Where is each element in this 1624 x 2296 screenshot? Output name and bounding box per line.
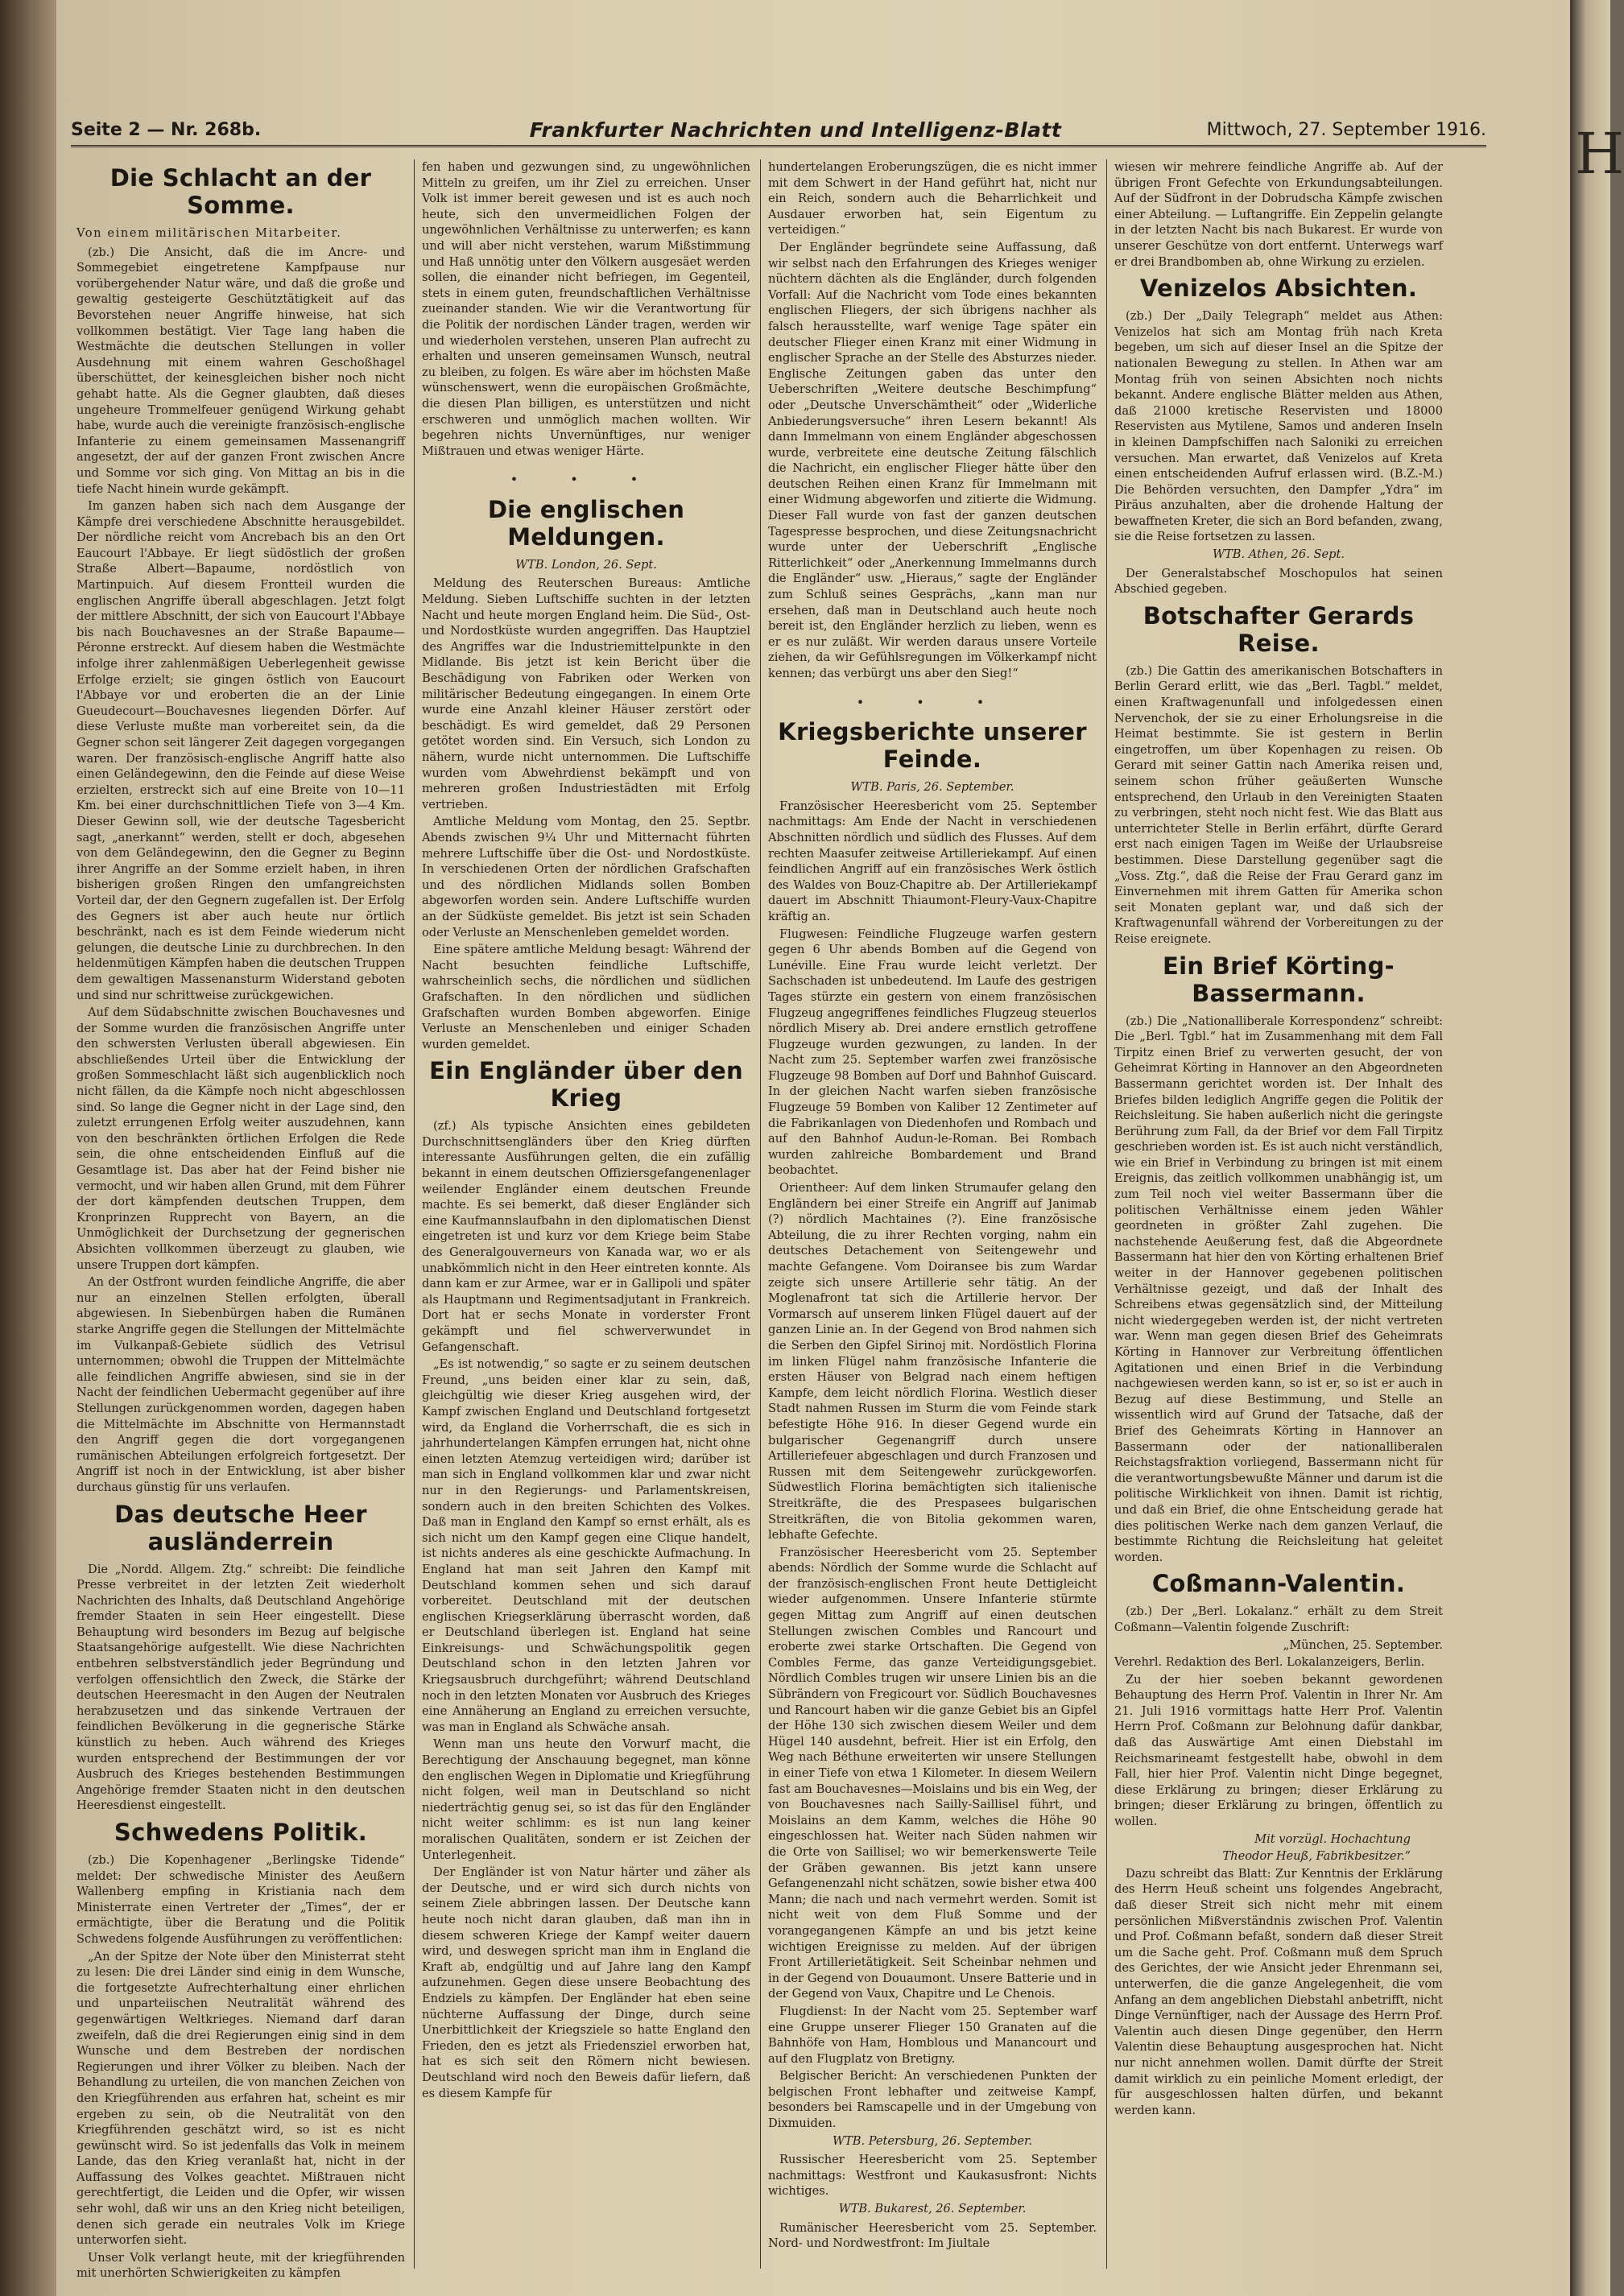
article-title-venizelos: Venizelos Absichten. [1139, 275, 1418, 303]
paragraph: (zb.) Die Gattin des amerikanischen Botschafters in Berlin Gerard erlitt, wie das „Berl. Tagbl.“ meldet, einen Kraftwagenunfall und infolgedessen einen Nervenchok, der sie zu einer Erholungsreise in die Heimat bestimmte. Sie ist gestern in Berlin eingetroffen, um über Kopenhagen zu reisen. Ob Gerard mit seiner Gattin nach Amerika reisen und, seinem schon früher geäußerten Wunsche entsprechend, den Urlaub in den Vereinigten Staaten zu verbringen, steht noch nicht fest. Wie das Blatt aus unterrichteter Stelle in Berlin erfährt, dürfte Gerard erst nach einigen Tagen im Weiße der Urlaubsreise bestimmen. Diese Darstellung gegenüber sagt die „Voss. Ztg.“, daß die Reise der Frau Gerard ganz im Einvernehmen mit ihrem Gatten für Amerika schon seit Monaten geplant war, und daß sich der Kraftwagenunfall während der Vorbereitungen zu der Reise ereignete. [1114, 663, 1443, 946]
paragraph: Auf dem Südabschnitte zwischen Bouchavesnes und der Somme wurden die französischen Angriffe unter den schwersten Verlusten überall abgewiesen. Ein abschließendes Urteil über die Entwicklung der großen Sommeschlacht läßt sich augenblicklich noch nicht fällen, da die Kämpfe noch nicht abgeschlossen sind. So lange die Gegner nicht in der Lage sind, den zuletzt errungenen Erfolg weiter auszudehnen, kann von den beschränkten örtlichen Erfolgen die Rede sein, die ohne entscheidenden Einfluß auf die Gesamtlage ist. Das aber hat der Feind bisher nie vermocht, und wir haben allen Grund, mit dem Führer der dort kämpfenden deutschen Truppen, dem Kronprinzen Rupprecht von Bayern, an die Unmöglichkeit der Durchsetzung der gegnerischen Absichten vollkommen überzeugt zu glauben, wie unsere Truppen dort kämpfen. [76, 1006, 405, 1272]
paragraph: Eine spätere amtliche Meldung besagt: Während der Nacht besuchten feindliche Luftschiffe, wahrscheinlich sechs, die nördlichen und südlichen Grafschaften. In den nördlichen und südlichen Grafschaften wurden Bomben abgeworfen. Einige Verluste an Menschenleben und einiger Schaden wurden gemeldet. [422, 943, 750, 1051]
paragraph: Rumänischer Heeresbericht vom 25. September. Nord- und Nordwestfront: Im Jiultale [768, 2220, 1097, 2251]
newspaper-title: Frankfurter Nachrichten und Intelligenz-Blatt [529, 118, 1062, 142]
page-number: Seite 2 — Nr. 268b. [71, 120, 262, 140]
paragraph: Im ganzen haben sich nach dem Ausgange der Kämpfe drei verschiedene Abschnitte herausgebildet. Der nördliche reicht vom Ancrebach bis an den Ort Eaucourt l'Abbaye. Er liegt südöstlich der großen Straße Albert—Bapaume, nordöstlich von Martinpuich. Auf diesem Frontteil wurden die englischen Angriffe überall abgeschlagen. Jetzt folgt der mittlere Abschnitt, der sich von Eaucourt l'Abbaye bis nach Bouchavesnes an der Straße Bapaume—Péronne erstreckt. Auf diesem haben die Westmächte infolge ihrer zahlenmäßigen Ueberlegenheit gewisse Erfolge erzielt; sie gingen östlich von Eaucourt l'Abbaye vor und eroberten die an der Linie Gueudecourt—Bouchavesnes liegenden Dörfer. Auf diese Verluste mußte man vorbereitet sein, da die Gegner schon seit längerer Zeit dagegen vorgegangen waren. Der französisch-englische Angriff hatte also einen Geländegewinn, den die Feinde auf diese Weise erzielten, erstreckt sich auf eine Breite von 10—11 Km. bei einer durchschnittlichen Tiefe von 3—4 Km. Dieser Gewinn soll, wie der deutsche Tagesbericht sagt, „anerkannt“ werden, stellt er doch, abgesehen von dem Geländegewinn, den die Gegner zu Beginn ihrer Angriffe an der Somme erzielt haben, in ihren bisherigen großen Ringen den umfangreichsten Vorteil dar, der den Gegnern zugefallen ist. Der Erfolg des Gegners ist aber auch heute nur örtlich beschränkt, nach es ist dem Feinde wiederum nicht gelungen, die deutsche Linie zu durchbrechen. In den heldenmütigen Kämpfen haben die deutschen Truppen dem gewaltigen Massenansturm Widerstand geboten und sind nur schrittweise zurückgewichen. [76, 499, 405, 1002]
article-title-kriegsberichte: Kriegsberichte unserer Feinde. [778, 718, 1087, 774]
paragraph: Zu der hier soeben bekannt gewordenen Behauptung des Herrn Prof. Valentin in Ihrer Nr. Am 21. Juli 1916 vormittags hatte Herr Prof. Valentin Herrn Prof. Coßmann zur Belohnung dafür dankbar, daß das Auswärtige Amt einen Diebstahl im Reichsmarineamt festgestellt habe, obwohl in dem Fall, hier hier Prof. Valentin nicht Dinge begegnet, diese Erklärung zu bringen; dieser Erklärung zu bringen; dieser Erklärung zu bringen, öffentlich zu wollen. [1114, 1672, 1443, 1829]
article-title-englische-meldungen: Die englischen Meldungen. [487, 495, 685, 551]
column-2 [422, 159, 750, 2275]
paragraph: (zb.) Die Ansicht, daß die im Ancre- und Sommegebiet eingetretene Kampfpause nur vorübergehender Natur wäre, und daß die große und gewaltig gesteigerte Geschütztätigkeit auf das Bevorstehen neuer Angriffe hinweise, hat sich vollkommen bestätigt. Vier Tage lang haben die Westmächte die deutschen Stellungen in voller Ausdehnung mit einem wahren Geschoßhagel überschüttet, der keinesgleichen bisher noch nicht gehabt hatte. Als die Gegner glaubten, daß dieses ungeheure Trommelfeuer genügend Wirkung gehabt habe, wurde auch die vereinigte französisch-englische Infanterie zu einem gemeinsamen Massenangriff angesetzt, der auf der ganzen Front zwischen Ancre und Somme vor sich ging. Von Mittag an bis in die tiefe Nacht hinein wurde gekämpft. [76, 245, 405, 496]
paragraph: (zb.) Die „Nationalliberale Korrespondenz“ schreibt: Die „Berl. Tgbl.“ hat im Zusammenhang mit dem Fall Tirpitz einen Brief zu verwerten gesucht, der von Geheimrat Körting in Hannover an den Abgeordneten Bassermann gerichtet worden ist. Der Inhalt des Briefes bilden lediglich Angriffe gegen die Politik der Reichsleitung. Sie haben außerlich nicht die geringste Berührung zum Fall, da der Brief vor dem Fall Tirpitz geschrieben worden ist. Es ist auch nicht verständlich, wie ein Brief in Verbindung zu bringen ist mit einem Ereignis, das zeitlich vollkommen unabhängig ist, um zum Teil noch viel weiter Bassermann über die politischen Verhältnisse einem jeden Wähler geordneten in größter Zahl zugehen. Die nachstehende Aeußerung fest, daß die Abgeordnete Bassermann hat hier den von Körting erhaltenen Brief weiter in der Hannover gegebenen politischen Verhältnisse gezeigt, und daß der Inhalt des Schreibens etwas gegensätzlich sind, der Mitteilung nicht wiedergegeben werden ist, der nicht vertreten war. Wenn man gegen diesen Brief des Geheimrats Körting in Hannover zur Verbreitung öffentlichen Agitationen und einen Brief in die Verbindung nachgewiesen werden kann, so ist er, so ist er auch in Bezug auf diese Bestimmung, und Stelle an wissentlich wird auf Grund der Tatsache, daß der Brief des Geheimrats Körting in Hannover an Bassermann oder der nationalliberalen Reichstagsfraktion vorliegend, Bassermann nicht für die verantwortungsbewußte Männer und darum ist die politische Wirklichkeit von ihnen. Damit ist richtig, und daß ein Brief, die ohne Entscheidung gerade hat dies politischen Werke nach dem ganzen Verlauf, die bestimmte Richtung die Reichsleitung hat geleitet worden. [1114, 1014, 1443, 1564]
letter-signature: Theodor Heuß, Fabrikbesitzer.“ [1222, 1849, 1411, 1864]
article-title-koerting: Ein Brief Körting-Bassermann. [1162, 952, 1395, 1007]
paragraph: Russischer Heeresbericht vom 25. September nachmittags: Westfront und Kaukasusfront: Nichts wichtiges. [768, 2153, 1097, 2199]
column-4 [1114, 159, 1443, 2275]
dateline: WTB. Petersburg, 26. September. [833, 2133, 1032, 2148]
paragraph: Französischer Heeresbericht vom 25. September abends: Nördlich der Somme wurde die Schlacht auf der französisch-englischen Front heute Dettigleicht wieder aufgenommen. Unsere Infanterie stürmte gegen Mittag zum Angriff auf einen deutschen Stellungen zwischen Combles und Rancourt und eroberte zwei starke Ortschaften. Die Gegend von Combles Ferme, das ganze Verteidigungsgebiet. Nördlich Combles trugen wir unsere Linien bis an die Sübrändern von Fregicourt vor. Südlich Bouchavesnes und Rancourt haben wir die ganze Gebiet bis an Gipfel der Höhe 130 sich zwischen diesem Weiler und dem Hügel 140 ausdehnt, befreit. Hier ist ein Erfolg, den Weg nach Béthune erweiterten wir unsere Stellungen in einer Tiefe von etwa 1 Kilometer. In diesem Weilern fast am Bouchavesnes—Moislains und bis ein Weg, der von Bouchavesnes nach Sailly-Saillisel führt, und Moislains an dem Kamm, welches die Höhe 90 eingeschlossen hat. Weiter nach Süden nahmen wir die Orte von Saillisel; wo wir bemerkenswerte Teile der Gräben gewannen. Bis jetzt kann unsere Gefangenenzahl nicht schätzen, sowie bisher etwa 400 Mann; die nach und nach vermehrt werden. Somit ist nicht weit von dem Fluß Somme und der vorangegangenen Kämpfe an und bis jetzt keine wichtigen Ereignisse zu melden. Auf der übrigen Front Artillerietätigkeit. Seit Scheinbar nehmen und in der Gegend von Douaumont. Unsere Batterie und in der Gegend von Vaux, Chapitre und Le Chenois. [768, 1545, 1097, 2001]
paragraph: Der Engländer ist von Natur härter und zäher als der Deutsche, und er wird sich durch nichts von seinem Ziele abbringen lassen. Der Deutsche kann heute noch nicht daran glauben, daß man ihn in diesem schweren Kriege der Kampf weiter dauern wird, und deswegen spricht man ihm in England die Kraft ab, endgültig und auf Jahre lang den Kampf aufzunehmen. Gegen diese unsere Beobachtung des Endziels zu kämpfen. Der Engländer hat eben seine nüchterne Auffassung der Dinge, durch seine Unerbittlichkeit der Kriegsziele so hatte England den Frieden, den es jetzt als Friedensziel erworben hat, hat es sich seit den Römern nicht bewiesen. Deutschland wird noch den Beweis dafür liefern, daß es diesem Kampfe für [422, 1865, 750, 2100]
paragraph: Unser Volk verlangt heute, mit der kriegführenden mit unerhörten Schwierigkeiten zu kämpfen [76, 2250, 405, 2281]
article-title-heer: Das deutsche Heer ausländerrein [114, 1500, 367, 1555]
edge-letter: H [1575, 121, 1624, 187]
paragraph: Orientheer: Auf dem linken Strumaufer gelang den Engländern bei einer Streife ein Angriff auf Janimab (?) nördlich Machtaines (?). Eine französische Abteilung, die zu ihrer Rechten vorging, nahm ein deutsches Detachement von Seitengewehr und machte Gefangene. Vom Doiransee bis zum Wardar zeigte sich unsere Artillerie sehr tätig. An der Moglenafront tat sich die Artillerie hervor. Der Vormarsch auf unserem linken Flügel dauert auf der ganzen Linie an. In der Gegend von Brod nahmen sich die Serben den Gipfel Sirinoj mit. Nordöstlich Florina im linken Flügel nahm französische Infanterie die ersten Häuser von Belgrad nach einem heftigen Kampfe, dem leicht nördlich Florina. Westlich dieser Stadt nahmen Russen im Sturm die vom Feinde stark befestigte Höhe 916. In dieser Gegend wurde ein bulgarischer Gegenangriff durch unsere Artilleriefeuer abgeschlagen und durch Franzosen und Russen mit dem Seitengewehr zurückgeworfen. Südwestlich Florina bemächtigten sich italienische Streitkräfte, die des Prespasees bulgarischen Streitkräften, die von Bitolia gekommen waren, lebhafte Gefechte. [768, 1181, 1097, 1542]
separator-stars: • • • [856, 694, 1009, 710]
article-byline: Von einem militärischen Mitarbeiter. [76, 226, 342, 240]
paragraph: „An der Spitze der Note über den Ministerrat steht zu lesen: Die drei Länder sind einig in dem Wunsche, die fortgesetzte Aufrechterhaltung einer ehrlichen und unparteiischen Neutralität während des gegenwärtigen Weltkrieges. Niemand darf daran zweifeln, daß die drei Regierungen einig sind in dem Wunsche und dem Bestreben der nordischen Regierungen und ihrer Völker zu bleiben. Nach der Behandlung zu urteilen, die von manchen Zeichen von den Kriegführenden aus erfahren hat, scheint es mir ergeben zu sein, ob die Neutralität von den Kriegführenden geschätzt wird, so ist es nicht gewünscht wird. So ist jedenfalls das Volk in meinem Lande, das den Krieg veranlaßt hat, nicht in der Auffassung des Volkes geachtet. Mißtrauen nicht gerechtfertigt, die Leiden und die Opfer, wir wissen sehr wohl, daß wir uns an den Krieg nicht beteiligen, denen sich gerade ein neutrales Volk im Kriege unterworfen sieht. [76, 1949, 405, 2248]
article-title-gerard: Botschafter Gerards Reise. [1143, 601, 1415, 657]
next-page-edge [1570, 0, 1624, 2296]
column-3 [768, 159, 1097, 2275]
letter-closing: Mit vorzügl. Hochachtung [1254, 1831, 1411, 1846]
column-rule-1 [414, 159, 415, 2269]
paragraph: Der Engländer begründete seine Auffassung, daß wir selbst nach den Erfahrungen des Krieges weniger nüchtern dächten als die Engländer, durch folgenden Vorfall: Auf die Nachricht vom Tode eines bekannten englischen Fliegers, der sich übrigens nachher als falsch herausstellte, warf wenige Tage später ein deutscher Flieger einen Kranz mit einer Widmung in englischer Sprache an der Stelle des Absturzes nieder. Englische Zeitungen gaben das unter den Ueberschriften „Weitere deutsche Beschimpfung“ oder „Deutsche Unverschämtheit“ oder „Widerliche Anbiederungsversuche“ ihren Lesern bekannt! Als dann Immelmann von einem Engländer abgeschossen wurde, verbreitete eine deutsche Zeitung fälschlich die Nachricht, ein englischer Flieger hätte über den deutschen Reihen einen Kranz für Immelmann mit einer Widmung abgeworfen und zitierte die Widmung. Dieser Fall wurde von fast der ganzen deutschen Tagespresse besprochen, und diese Zeitungsnachricht wurde unter der Ueberschrift „Englische Ritterlichkeit“ oder „Anerkennung Immelmanns durch die Engländer“ usw. „Hieraus,“ sagte der Engländer zum Schluß seines Gesprächs, „kann man nur ersehen, daß man in Deutschland auch heute noch bereit ist, den Engländer herzlich zu lieben, wenn es er es nur zuläßt. Wir werden daraus unsere Vorteile ziehen, da wir Gefühlsregungen im Völkerkampf nicht kennen; das verbürgt uns aber den Sieg!“ [768, 240, 1097, 680]
paragraph: Der Generalstabschef Moschopulos hat seinen Abschied gegeben. [1114, 566, 1443, 597]
paragraph: „Es ist notwendig,“ so sagte er zu seinem deutschen Freund, „uns beiden einer klar zu sein, daß, gleichgültig wie dieser Krieg ausgehen wird, der Kampf zwischen England und Deutschland fortgesetzt wird, da England die Vorherrschaft, die es sich in jahrhundertelangen Kämpfen errungen hat, nicht ohne einen letzten Atemzug verteidigen wird; darüber ist man sich in England vollkommen klar und zwar nicht nur in den Regierungs- und Parlamentskreisen, sondern auch in den breiten Schichten des Volkes. Daß man in England den Kampf so ernst erhält, als es sich nicht um den Kampf gegen eine Clique handelt, ist nichts anderes als eine geschickte Aufmachung. In England hat man seit Jahren den Kampf mit Deutschland kommen sehen und sich darauf vorbereitet. Deutschland mit der deutschen englischen Kriegserklärung überrascht worden, daß er Deutschland überlegen ist. England hat seine Einkreisungs- und Schwächungspolitik gegen Deutschland schon in den letzten Jahren vor Kriegsausbruch durchgeführt; während Deutschland noch in den letzten Monaten vor Ausbruch des Krieges eine Annäherung an England zu erreichen versuchte, was man in England als Schwäche ansah. [422, 1357, 750, 1734]
paragraph: (zb.) Die Kopenhagener „Berlingske Tidende“ meldet: Der schwedische Minister des Aeußern Wallenberg empfing in Kristiania nach dem Ministerrate einen Vertreter der „Times“, der er ermächtigte, über die Beratung und die Politik Schwedens folgende Ausführungen zu veröffentlichen: [76, 1853, 405, 1946]
dateline: WTB. Paris, 26. September. [850, 780, 1014, 795]
paragraph: wiesen wir mehrere feindliche Angriffe ab. Auf der übrigen Front Gefechte von Erkundungsabteilungen. Auf der Südfront in der Dobrudscha Kämpfe zwischen einer Abteilung. — Luftangriffe. Ein Zeppelin gelangte in der letzten Nacht bis nach Bukarest. Er wurde von unserer Geschütze von dort entfernt. Unterwegs warf er drei Brandbomben ab, ohne Wirkung zu erzielen. [1114, 160, 1443, 269]
dateline: WTB. Bukarest, 26. September. [838, 2202, 1027, 2216]
column-1 [76, 159, 405, 2281]
paragraph: Flugdienst: In der Nacht vom 25. September warf eine Gruppe unserer Flieger 150 Granaten auf die Bahnhöfe von Ham, Homblous und Manancourt und auf den Flugplatz von Bretigny. [768, 2004, 1097, 2066]
column-rule-3 [1106, 159, 1107, 2269]
paragraph: Belgischer Bericht: An verschiedenen Punkten der belgischen Front lebhafter und zeitweise Kampf, besonders bei Ramscapelle und in der Umgebung von Dixmuiden. [768, 2069, 1097, 2131]
paragraph: Flugwesen: Feindliche Flugzeuge warfen gestern gegen 6 Uhr abends Bomben auf die Gegend von Lunéville. Eine Frau wurde leicht verletzt. Der Sachschaden ist unbedeutend. Im Laufe des gestrigen Tages stürzte ein gestern von einem französischen Flugzeug angegriffenes feindliches Flugzeug steuerlos nördlich Misery ab. Drei andere ernstlich getroffene Flugzeuge wurden gezwungen, zu landen. In der Nacht zum 25. September warfen zwei französische Flugzeuge 98 Bomben auf Dorf und Bahnhof Guiscard. In der gleichen Nacht warfen sieben französische Flugzeuge 59 Bomben von Kaliber 12 Zentimeter auf die Fabrikanlagen von Diedenhofen und Rombach und auf den Bahnhof Audun-le-Roman. Bei Rombach wurden zahlreiche Bombardement und Brand beobachtet. [768, 927, 1097, 1178]
column-rule-2 [760, 159, 761, 2269]
article-title-cossmann: Coßmann-Valentin. [1151, 1570, 1406, 1598]
issue-date: Mittwoch, 27. September 1916. [1206, 120, 1486, 140]
book-spine [0, 0, 56, 2296]
paragraph: fen haben und gezwungen sind, zu ungewöhnlichen Mitteln zu greifen, um ihr Ziel zu erreichen. Unser Volk ist immer bereit gewesen und ist es auch noch heute, sich den unvermeidlichen Folgen der ungewöhnlichen Verhältnisse zu unterwerfen; es kann und will aber nicht verstehen, warum Mißstimmung und Haß unnötig unter den Völkern ausgesäet werden sollen, die einander nicht befriegen, im Gegenteil, stets in einem guten, freundschaftlichen Verhältnisse zueinander standen. Wie wir die Verantwortung für die Politik der nordischen Länder tragen, werden wir und wiederholen verstehen, unseren Plan aufrecht zu erhalten und unseren gemeinsamen Wunsch, neutral zu bleiben, zu folgen. Es wäre aber im höchsten Maße wünschenswert, wenn die europäischen Großmächte, die diesen Plan billigen, es unterstützen und nicht erschweren und unmöglich machen wollten. Wir begehren nichts Unvernünftiges, nur weniger Mißtrauen und etwas weniger Härte. [422, 160, 750, 458]
letter-date: „München, 25. September. [1283, 1637, 1443, 1652]
paragraph: hundertelangen Eroberungszügen, die es nicht immer mit dem Schwert in der Hand geführt hat, nicht nur ein Reich, sondern auch die Beharrlichkeit und Ausdauer erworben hat, sein Eigentum zu verteidigen.“ [768, 160, 1097, 237]
paragraph: Französischer Heeresbericht vom 25. September nachmittags: Am Ende der Nacht in verschiedenen Abschnitten nördlich und südlich des Flusses. Auf dem rechten Maasufer zeitweise Artilleriekampf. Auf einen feindlichen Angriff auf ein französisches Werk östlich des Waldes von Bouz-Chapitre ab. Der Artilleriekampf dauert im Abschnitt Thiaumont-Fleury-Vaux-Chapitre kräftig an. [768, 799, 1097, 923]
paragraph: An der Ostfront wurden feindliche Angriffe, die aber nur an einzelnen Stellen erfolgten, überall abgewiesen. In Siebenbürgen haben die Rumänen starke Angriffe gegen die Stellungen der Mittelmächte im Vulkanpaß-Gebiete südlich des Vetrisul unternommen; obwohl die Truppen der Mittelmächte alle feindlichen Angriffe abwiesen, sind sie in der Nacht der feindlichen Uebermacht gegenüber auf ihre Stellungen zurückgenommen worden, dagegen haben die Mittelmächte im Abschnitte von Hermannstadt den Angriff gegen die dort vorgegangenen rumänischen Abteilungen erfolgreich fortgesetzt. Der Angriff ist noch in der Entwicklung, ist aber bisher durchaus günstig für uns verlaufen. [76, 1275, 405, 1494]
separator-stars: • • • [510, 472, 663, 488]
paragraph: (zf.) Als typische Ansichten eines gebildeten Durchschnittsengländers über den Krieg dürften interessante Ausführungen gelten, die ein zufällig bekannt in einem deutschen Offiziersgefangenenlager weilender Engländer einem deutschen Freunde machte. Es sei bemerkt, daß dieser Engländer sich eine Kaufmannslaufbahn in den diplomatischen Dienst eingetreten ist und kurz vor dem Kriege beim Stabe des Generalgouverneurs von Kanada war, wo er als unabkömmlich nicht in den Heer eintreten konnte. Als dann kam er zur Armee, war er in Gallipoli und später als Hauptmann und Regimentsadjutant in Frankreich. Dort hat er sechs Monate in vorderster Front gekämpft und fiel schwerverwundet in Gefangenschaft. [422, 1119, 750, 1354]
page-header [71, 113, 1486, 147]
paragraph: (zb.) Der „Daily Telegraph“ meldet aus Athen: Venizelos hat sich am Montag früh nach Kreta begeben, um sich auf dieser Insel an die Spitze der nationalen Bewegung zu stellen. In Athen war am Montag früh von seinen Absichten noch nichts bekannt. Andere englische Blätter melden aus Athen, daß 21000 kretische Reservisten und 18000 Reservisten aus Mytilene, Samos und anderen Inseln in kleinen Dampfschiffen nach Saloniki zu erreichen versuchen. Man erwartet, daß Venizelos auf Kreta einen entscheidenden Aufruf erlassen wird. (B.Z.-M.) Die Behörden versuchten, den Dampfer „Ydra“ im Piräus anzuhalten, aber die drohende Haltung der bewaffneten Kreter, die sich an Bord befanden, zwang, sie die Reise fortsetzen zu lassen. [1114, 309, 1443, 544]
paragraph: Amtliche Meldung vom Montag, den 25. Septbr. Abends zwischen 9¼ Uhr und Mitternacht führten mehrere Luftschiffe über die Ost- und Nordostküste. In verschiedenen Orten der nördlichen Grafschaften und des nördlichen Midlands sollen Bomben abgeworfen worden sein. Andere Luftschiffe wurden an der Südküste gemeldet. Bis jetzt ist sein Schaden oder Verluste an Menschenleben gemeldet worden. [422, 815, 750, 939]
paragraph: Dazu schreibt das Blatt: Zur Kenntnis der Erklärung des Herrn Heuß scheint uns folgendes Angebracht, daß dieser Streit sich nicht mehr mit einem persönlichen Mißverständnis zwischen Prof. Valentin und Prof. Coßmann befaßt, sondern daß dieser Streit um die Sache geht. Prof. Coßmann muß dem Spruch des Gerichtes, der wie Ansicht jeder Ehrenmann sei, unterwerfen, die die ganze Angelegenheit, die vom Anfang an dem angeblichen Diebstahl anbetrifft, nicht Dinge Vernünftiger, nach der Aussage des Herrn Prof. Valentin auch diesen Dinge gegenüber, den Herrn Valentin diese Behauptung ausgesprochen hat. Nicht nur nicht annehmen wollen. Damit dürfte der Streit damit wirklich zu ein peinliche Moment erledigt, der für ausgeschlossen halten dürfen, und bekannt werden kann. [1114, 1866, 1443, 2117]
letter-address: Verehrl. Redaktion des Berl. Lokalanzeigers, Berlin. [1114, 1655, 1425, 1670]
dateline: WTB. London, 26. Sept. [515, 557, 657, 572]
paragraph: Meldung des Reuterschen Bureaus: Amtliche Meldung. Sieben Luftschiffe suchten in der letzten Nacht und heute morgen England heim. Die Süd-, Ost- und Nordostküste wurden angegriffen. Das Hauptziel des Angriffes war die Industriemittelpunkte in den Midlande. Bis jetzt ist kein Bericht über die Beschädigung von Fabriken oder Werken von militärischer Bedeutung eingegangen. In einem Orte wurde eine Anzahl kleiner Häuser zerstört oder beschädigt. Es wird gemeldet, daß 29 Personen getötet worden sind. Ein Versuch, sich London zu nähern, wurde nicht unternommen. Die Luftschiffe wurden vom Abwehrdienst bekämpft und von mehreren großen Industriestädten mit Erfolg vertrieben. [422, 576, 750, 811]
article-title-englaender: Ein Engländer über den Krieg [429, 1057, 743, 1113]
paragraph: Wenn man uns heute den Vorwurf macht, die Berechtigung der Anschauung begegnet, man könne den englischen Wegen in Diplomatie und Kriegführung nicht folgen, weil man in Deutschland so nicht niederträchtig genug sei, so ist das für den Engländer nicht weiter schlimm: es ist nun lang keiner moralischen Qualitäten, sondern er ist Zeichen der Unterlegenheit. [422, 1737, 750, 1862]
dateline: WTB. Athen, 26. Sept. [1213, 547, 1345, 562]
article-title-schweden: Schwedens Politik. [114, 1819, 368, 1846]
article-title-somme: Die Schlacht an der Somme. [110, 164, 372, 219]
paragraph: (zb.) Der „Berl. Lokalanz.“ erhält zu dem Streit Coßmann—Valentin folgende Zuschrift: [1114, 1604, 1443, 1634]
paragraph: Die „Nordd. Allgem. Ztg.“ schreibt: Die feindliche Presse verbreitet in der letzten Zeit wiederholt Nachrichten des Inhalts, daß Deutschland Angehörige fremder Staaten in sein Heer eingestellt. Diese Behauptung wird besonders im Bezug auf belgische Staatsangehörige aufgestellt. Wie diese Nachrichten entbehren selbstverständlich jeder Begründung und verfolgen offensichtlich den Zweck, die Stärke der deutschen Heeresmacht in den Augen der Neutralen herabzusetzen und das sinkende Vertrauen der feindlichen Bevölkerung in die gegnerische Stärke künstlich zu heben. Auch während des Krieges wurden entsprechend der Bestimmungen der vor Ausbruch des Krieges bestehenden Bestimmungen Angehörige fremder Staaten nicht in den deutschen Heeresdienst eingestellt. [76, 1562, 405, 1813]
